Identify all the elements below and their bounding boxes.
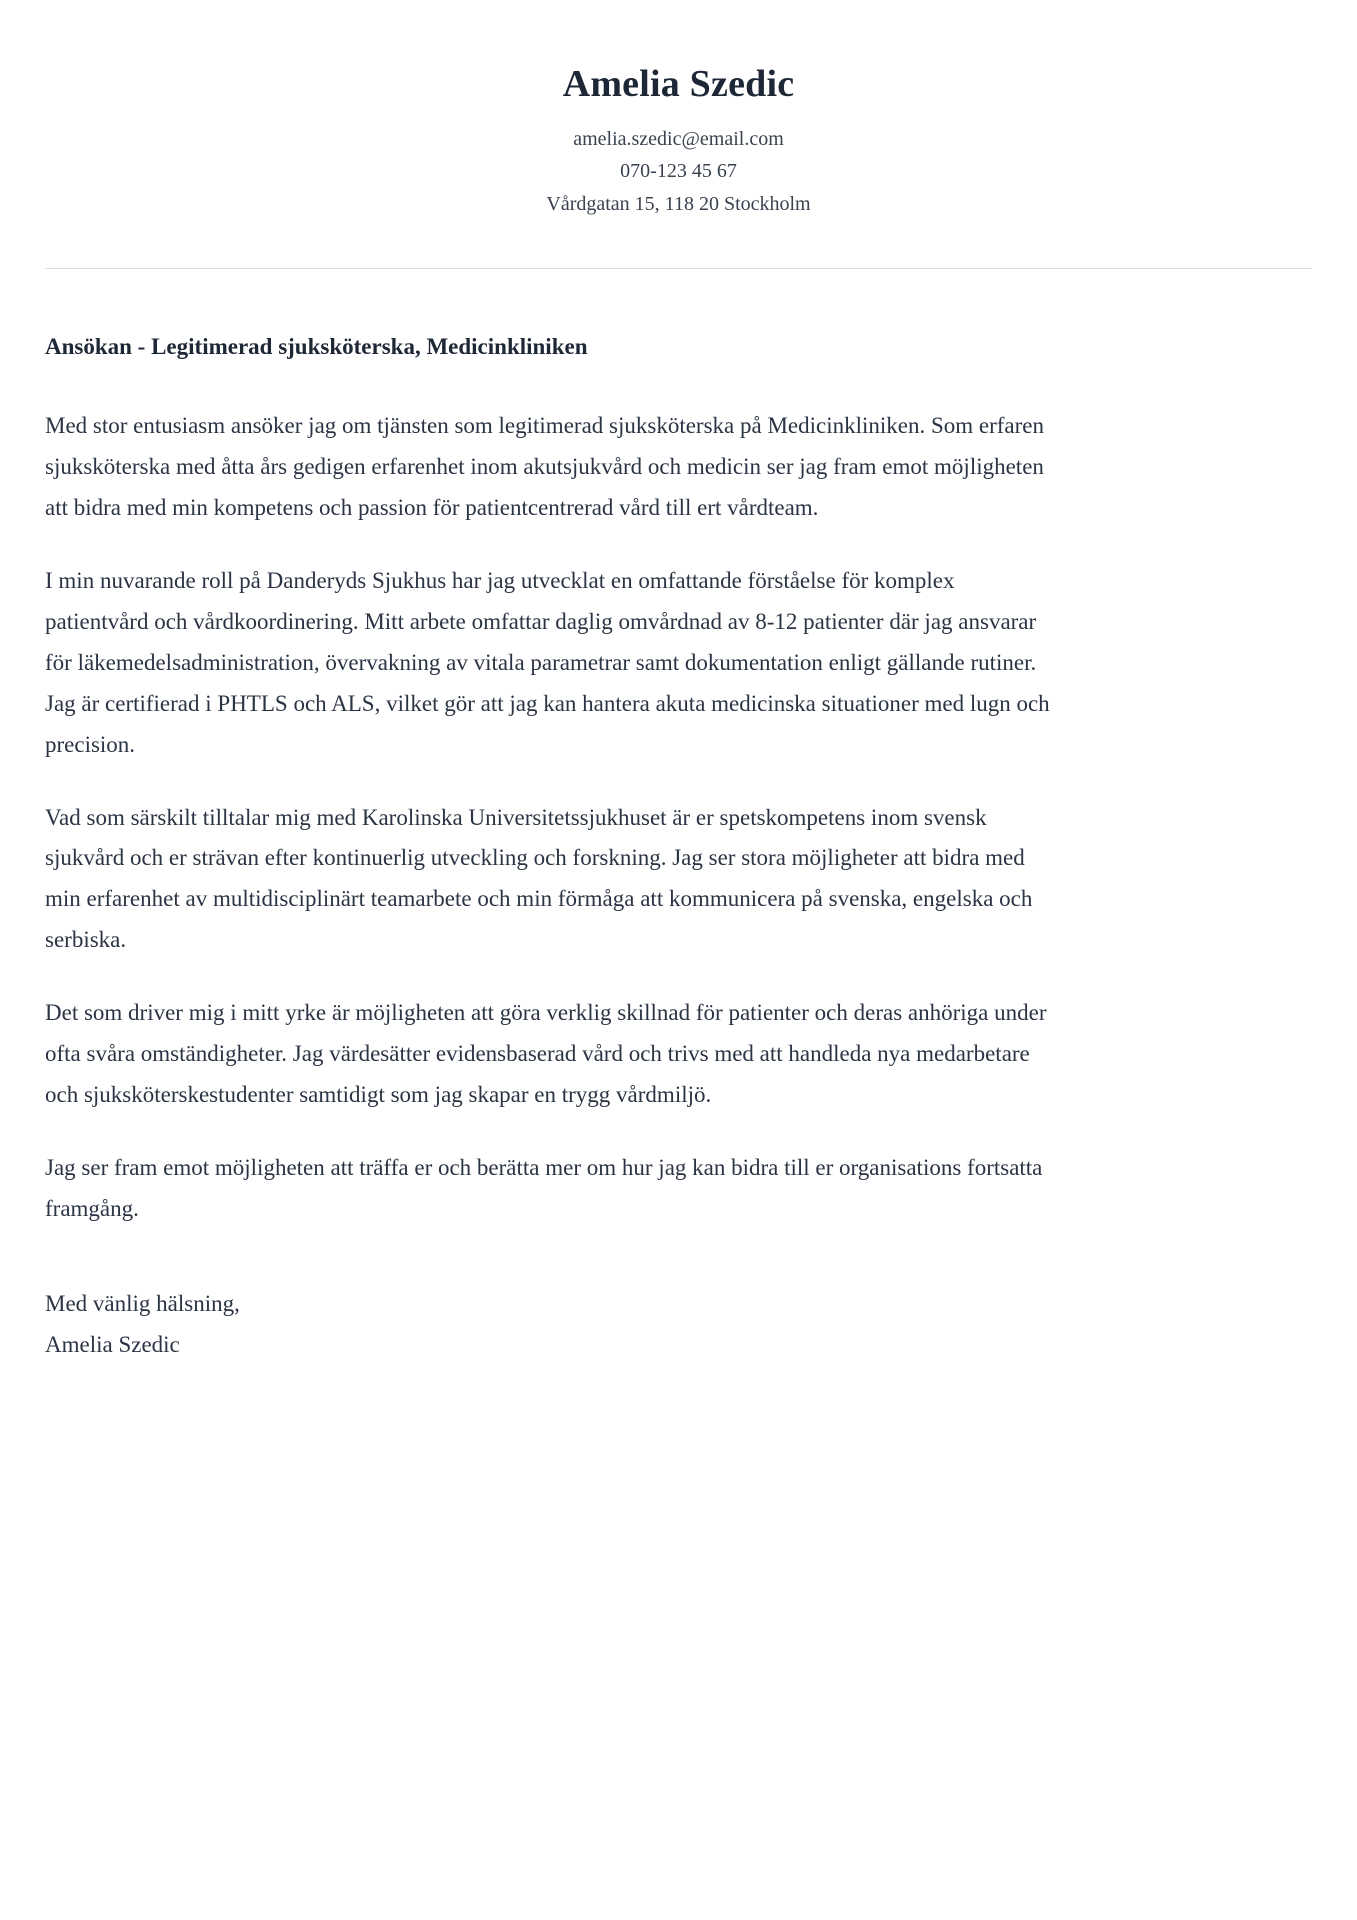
closing-salutation: Med vänlig hälsning, <box>45 1290 240 1316</box>
letter-body <box>45 269 1312 1366</box>
body-paragraph-2: I min nuvarande roll på Danderyds Sjukhus har jag utvecklat en omfattande förståelse för komplex patientvård och vårdkoordinering. Mitt arbete omfattar daglig omvårdnad av 8-12 patienter där jag ansvarar för läkemedelsadministration, övervakning av vitala parametrar samt dokumentation enligt gällande rutiner. Jag är certifierad i PHTLS och ALS, vilket gör att jag kan hantera akuta medicinska situationer med lugn och precision. <box>45 567 1050 757</box>
contact-email: amelia.szedic@email.com <box>573 127 784 150</box>
body-paragraph-4: Det som driver mig i mitt yrke är möjligheten att göra verklig skillnad för patienter och deras anhöriga under ofta svåra omständigheter. Jag värdesätter evidensbaserad vård och trivs med att handleda nya medarbetare och sjuksköterskestudenter samtidigt som jag skapar en trygg vårdmiljö. <box>45 1000 1047 1108</box>
body-paragraph-5: Jag ser fram emot möjligheten att träffa er och berätta mer om hur jag kan bidra till er organisations fortsatta framgång. <box>45 1155 1043 1222</box>
applicant-name: Amelia Szedic <box>562 63 795 105</box>
contact-phone: 070-123 45 67 <box>620 160 737 183</box>
letter-header <box>45 56 1312 220</box>
contact-address: Vårdgatan 15, 118 20 Stockholm <box>546 192 811 215</box>
subject-line: Ansökan - Legitimerad sjuksköterska, Medicinkliniken <box>45 334 588 359</box>
body-paragraph-1: Med stor entusiasm ansöker jag om tjänsten som legitimerad sjuksköterska på Medicinkliniken. Som erfaren sjuksköterska med åtta års gedigen erfarenhet inom akutsjukvård och medicin ser jag fram emot möjligheten att bidra med min kompetens och passion för patientcentrerad vård till ert vårdteam. <box>45 413 1045 520</box>
signature-name: Amelia Szedic <box>45 1331 180 1357</box>
body-paragraph-3: Vad som särskilt tilltalar mig med Karolinska Universitetssjukhuset är er spetskompetens inom svensk sjukvård och er strävan efter kontinuerlig utveckling och forskning. Jag ser stora möjligheter att bidra med min erfarenhet av multidisciplinärt teamarbete och min förmåga att kommunicera på svenska, engelska och serbiska. <box>45 804 1033 953</box>
signature-block <box>45 1284 1312 1366</box>
